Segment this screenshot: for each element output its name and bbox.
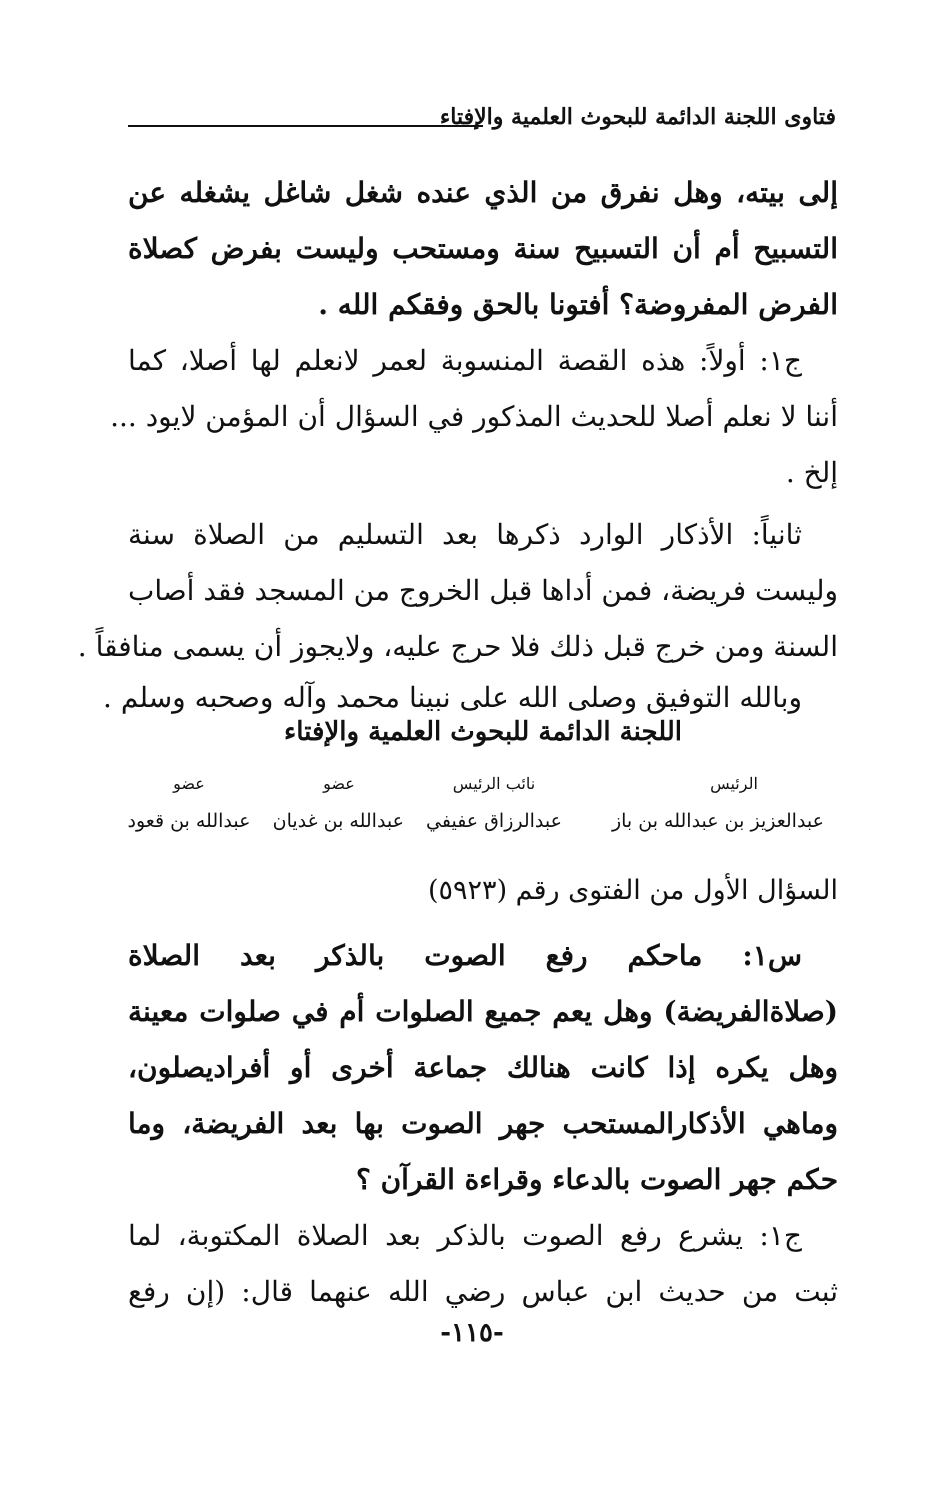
question-line: وهل يكره إذا كانت هنالك جماعة أخرى أو أفراديصلون، [128,1051,838,1084]
question-line: التسبيح أم أن التسبيح سنة ومستحب وليست بفرض كصلاة [128,232,838,265]
signer-name: عبدالعزيز بن عبدالله بن باز [611,810,824,832]
signer-name: عبدالله بن قعود [127,810,251,832]
committee-title: اللجنة الدائمة للبحوث العلمية والإفتاء [284,717,682,747]
signer-role: الرئيس [710,774,758,793]
running-header [128,104,836,144]
answer-line: ثبت من حديث ابن عباس رضي الله عنهما قال: (إن رفع [128,1275,838,1308]
answer-line: وليست فريضة، فمن أداها قبل الخروج من المسجد فقد أصاب [128,574,838,607]
page-number: -١١٥- [440,1318,504,1348]
closing-line: وبالله التوفيق وصلى الله على نبينا محمد وآله وصحبه وسلم . [103,681,802,714]
answer-line: ج١: أولاً: هذه القصة المنسوبة لعمر لانعلم لها أصلا، كما [128,344,802,377]
signer-vice-chairman [414,770,574,836]
signer-member [274,770,404,836]
fatwa-body-2 [128,864,838,1320]
signer-name: عبدالله بن غديان [272,810,404,832]
question-line: وماهي الأذكارالمستحب جهر الصوت بها بعد الفريضة، وما [128,1107,838,1140]
signer-name: عبدالرزاق عفيفي [426,810,562,832]
answer-line: إلخ . [785,456,838,489]
signer-chairman [611,770,824,836]
question-line: حكم جهر الصوت بالدعاء وقراءة القرآن ؟ [355,1163,838,1196]
header-rule [128,125,483,127]
signer-role: عضو [323,774,355,793]
fatwa-number: السؤال الأول من الفتوى رقم (٥٩٢٣) [428,875,838,906]
question-line: (صلاةالفريضة) وهل يعم جميع الصلوات أم في صلوات معينة [128,995,838,1028]
fatwa-body-1 [77,165,838,721]
signatories [124,770,824,840]
answer-line: السنة ومن خرج قبل ذلك فلا حرج عليه، ولايجوز أن يسمى منافقاً . [77,630,838,663]
signer-role: عضو [173,774,205,793]
signer-role: نائب الرئيس [452,774,536,793]
header-title: فتاوى اللجنة الدائمة للبحوث العلمية والإفتاء [439,104,836,130]
answer-line: ثانياً: الأذكار الوارد ذكرها بعد التسليم من الصلاة سنة [128,518,802,551]
answer-line: أننا لا نعلم أصلا للحديث المذكور في السؤال أن المؤمن لايود ... [110,400,838,433]
question-line: س١: ماحكم رفع الصوت بالذكر بعد الصلاة [128,939,802,972]
answer-line: ج١: يشرع رفع الصوت بالذكر بعد الصلاة المكتوبة، لما [128,1219,802,1252]
signer-member [124,770,254,836]
question-line: الفرض المفروضة؟ أفتونا بالحق وفقكم الله . [318,288,838,321]
question-line: إلى بيته، وهل نفرق من الذي عنده شغل شاغل يشغله عن [128,176,838,209]
committee-block [128,710,838,754]
